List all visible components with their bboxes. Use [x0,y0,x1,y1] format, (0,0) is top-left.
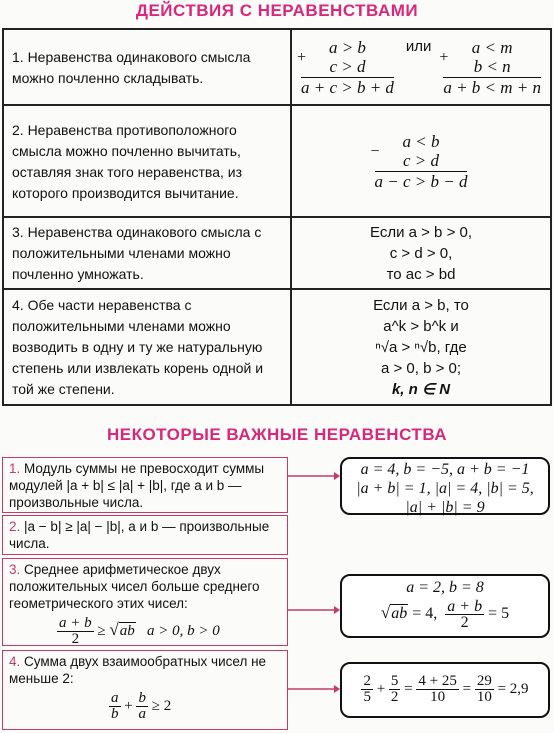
example-box-3: a = 2, b = 8 √ab = 4, $\frac{a + b}{2}$ = 5 [340,574,550,638]
example-box-4: $\frac{2}{5}$ + $\frac{5}{2}$ = $\frac{4 + 25}{10}$ = $\frac{29}{10}$ = 2,9 [340,662,550,718]
arrow-icon [288,604,340,616]
inequality-item-2: 2. |a − b| ≥ |a| − |b|, a и b — произвольные числа. [2,515,288,555]
inequality-item-1: 1. Модуль суммы не превосходит суммы модулей |a + b| ≤ |a| + |b|, где a и b — произвольные числа. [2,457,288,513]
section-title-actions: ДЕЙСТВИЯ С НЕРАВЕНСТВАМИ [135,1,419,20]
rule-text: 1. Неравенства одинакового смысла можно почленно складывать. [3,29,291,105]
rule-example: Если a > b, то a^k > b^k и ⁿ√a > ⁿ√b, где a > 0, b > 0; k, n ∈ N [291,289,551,405]
rule-example [291,29,551,105]
arrow-icon [288,470,340,482]
addition-example-2: + a < m b < n a + b < m + n [439,37,542,97]
rule-text: 4. Обе части неравенства с положительными членами можно возводить в одну и ту же натуральную степень или извлекать корень одной и той же степени. [3,289,291,405]
table-row [3,217,551,289]
inequality-actions-table [2,28,552,406]
subtraction-example: − a < b c > d a − c > b − d [370,131,468,191]
rule-text: 2. Неравенства противоположного смысла можно почленно вычитать, оставляя знак того неравенства, из которого производится вычитание. [3,105,291,217]
table-row [3,29,551,105]
example-box-1: a = 4, b = −5, a + b = −1 |a + b| = 1, |a| = 4, |b| = 5, |a| + |b| = 9 [340,457,550,515]
inequality-item-3: 3. Среднее арифметическое двух положительных чисел больше среднего геометрического этих чисел: $\frac{a + b}{2}$ ≥ √ab a > 0, b > 0 [2,558,288,646]
am-gm-formula: $\frac{a + b}{2}$ ≥ √ab a > 0, b > 0 [59,615,220,647]
inequality-item-4: 4. Сумма двух взаимообратных чисел не меньше 2: $\frac{a}{b}$ + $\frac{b}{a}$ ≥ 2 [2,650,288,730]
addition-example-1: + a > b c > d a + c > b + d [296,37,394,97]
arrow-icon [288,683,340,695]
or-word: или [405,37,432,55]
rule-example [291,105,551,217]
section-title-important: НЕКОТОРЫЕ ВАЖНЫЕ НЕРАВЕНСТВА [106,425,448,444]
reciprocal-formula: $\frac{a}{b}$ + $\frac{b}{a}$ ≥ 2 [111,690,172,722]
table-row [3,289,551,405]
table-row [3,105,551,217]
rule-text: 3. Неравенства одинакового смысла с положительными членами можно почленно умножать. [3,217,291,289]
rule-example: Если a > b > 0, c > d > 0, то ac > bd [291,217,551,289]
